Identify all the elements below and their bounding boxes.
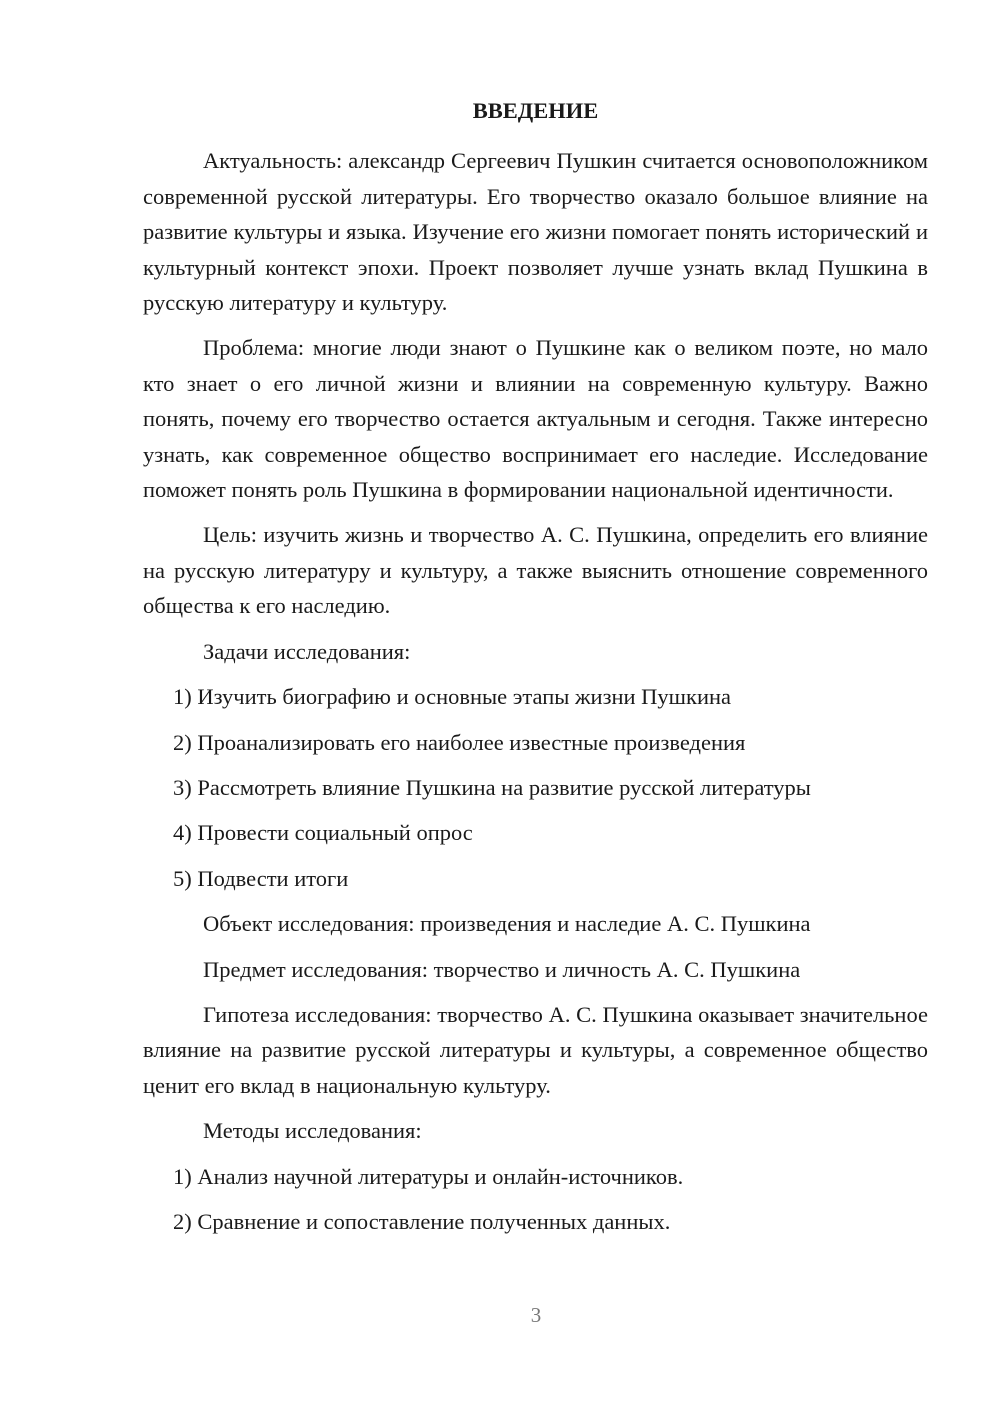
subject-paragraph: Предмет исследования: творчество и личность А. С. Пушкина — [203, 956, 801, 982]
task-item: 2) Проанализировать его наиболее известные произведения — [173, 729, 746, 755]
hypothesis-paragraph: Гипотеза исследования: творчество А. С. Пушкина оказывает значительное влияние на развитие русской литературы и культуры, а современное общество ценит его вклад в национальную культуру. — [143, 1001, 928, 1098]
document-page — [143, 93, 928, 1249]
task-item: 5) Подвести итоги — [173, 865, 349, 891]
task-item: 1) Изучить биографию и основные этапы жизни Пушкина — [173, 684, 732, 710]
goal-paragraph: Цель: изучить жизнь и творчество А. С. Пушкина, определить его влияние на русскую литературу и культуру, а также выяснить отношение современного общества к его наследию. — [143, 522, 928, 619]
section-title: ВВЕДЕНИЕ — [472, 98, 599, 123]
method-item: 1) Анализ научной литературы и онлайн-источников. — [173, 1163, 684, 1189]
methods-heading: Методы исследования: — [203, 1118, 422, 1144]
relevance-paragraph: Актуальность: александр Сергеевич Пушкин считается основоположником современной русской литературы. Его творчество оказало большое влияние на развитие культуры и языка. Изучение его жизни помогает понять исторический и культурный контекст эпохи. Проект позволяет лучше узнать вклад Пушкина в русскую литературу и культуру. — [143, 148, 928, 316]
task-item: 4) Провести социальный опрос — [173, 820, 473, 846]
tasks-heading: Задачи исследования: — [203, 638, 411, 664]
problem-paragraph: Проблема: многие люди знают о Пушкине как о великом поэте, но мало кто знает о его личной жизни и влиянии на современную культуру. Важно понять, почему его творчество остается актуальным и сегодня. Также интересно узнать, как современное общество воспринимает его наследие. Исследование поможет понять роль Пушкина в формировании национальной идентичности. — [143, 335, 928, 503]
page-number: 3 — [530, 1303, 542, 1327]
object-paragraph: Объект исследования: произведения и наследие А. С. Пушкина — [203, 911, 811, 937]
task-item: 3) Рассмотреть влияние Пушкина на развитие русской литературы — [173, 774, 811, 800]
method-item: 2) Сравнение и сопоставление полученных данных. — [173, 1208, 671, 1234]
